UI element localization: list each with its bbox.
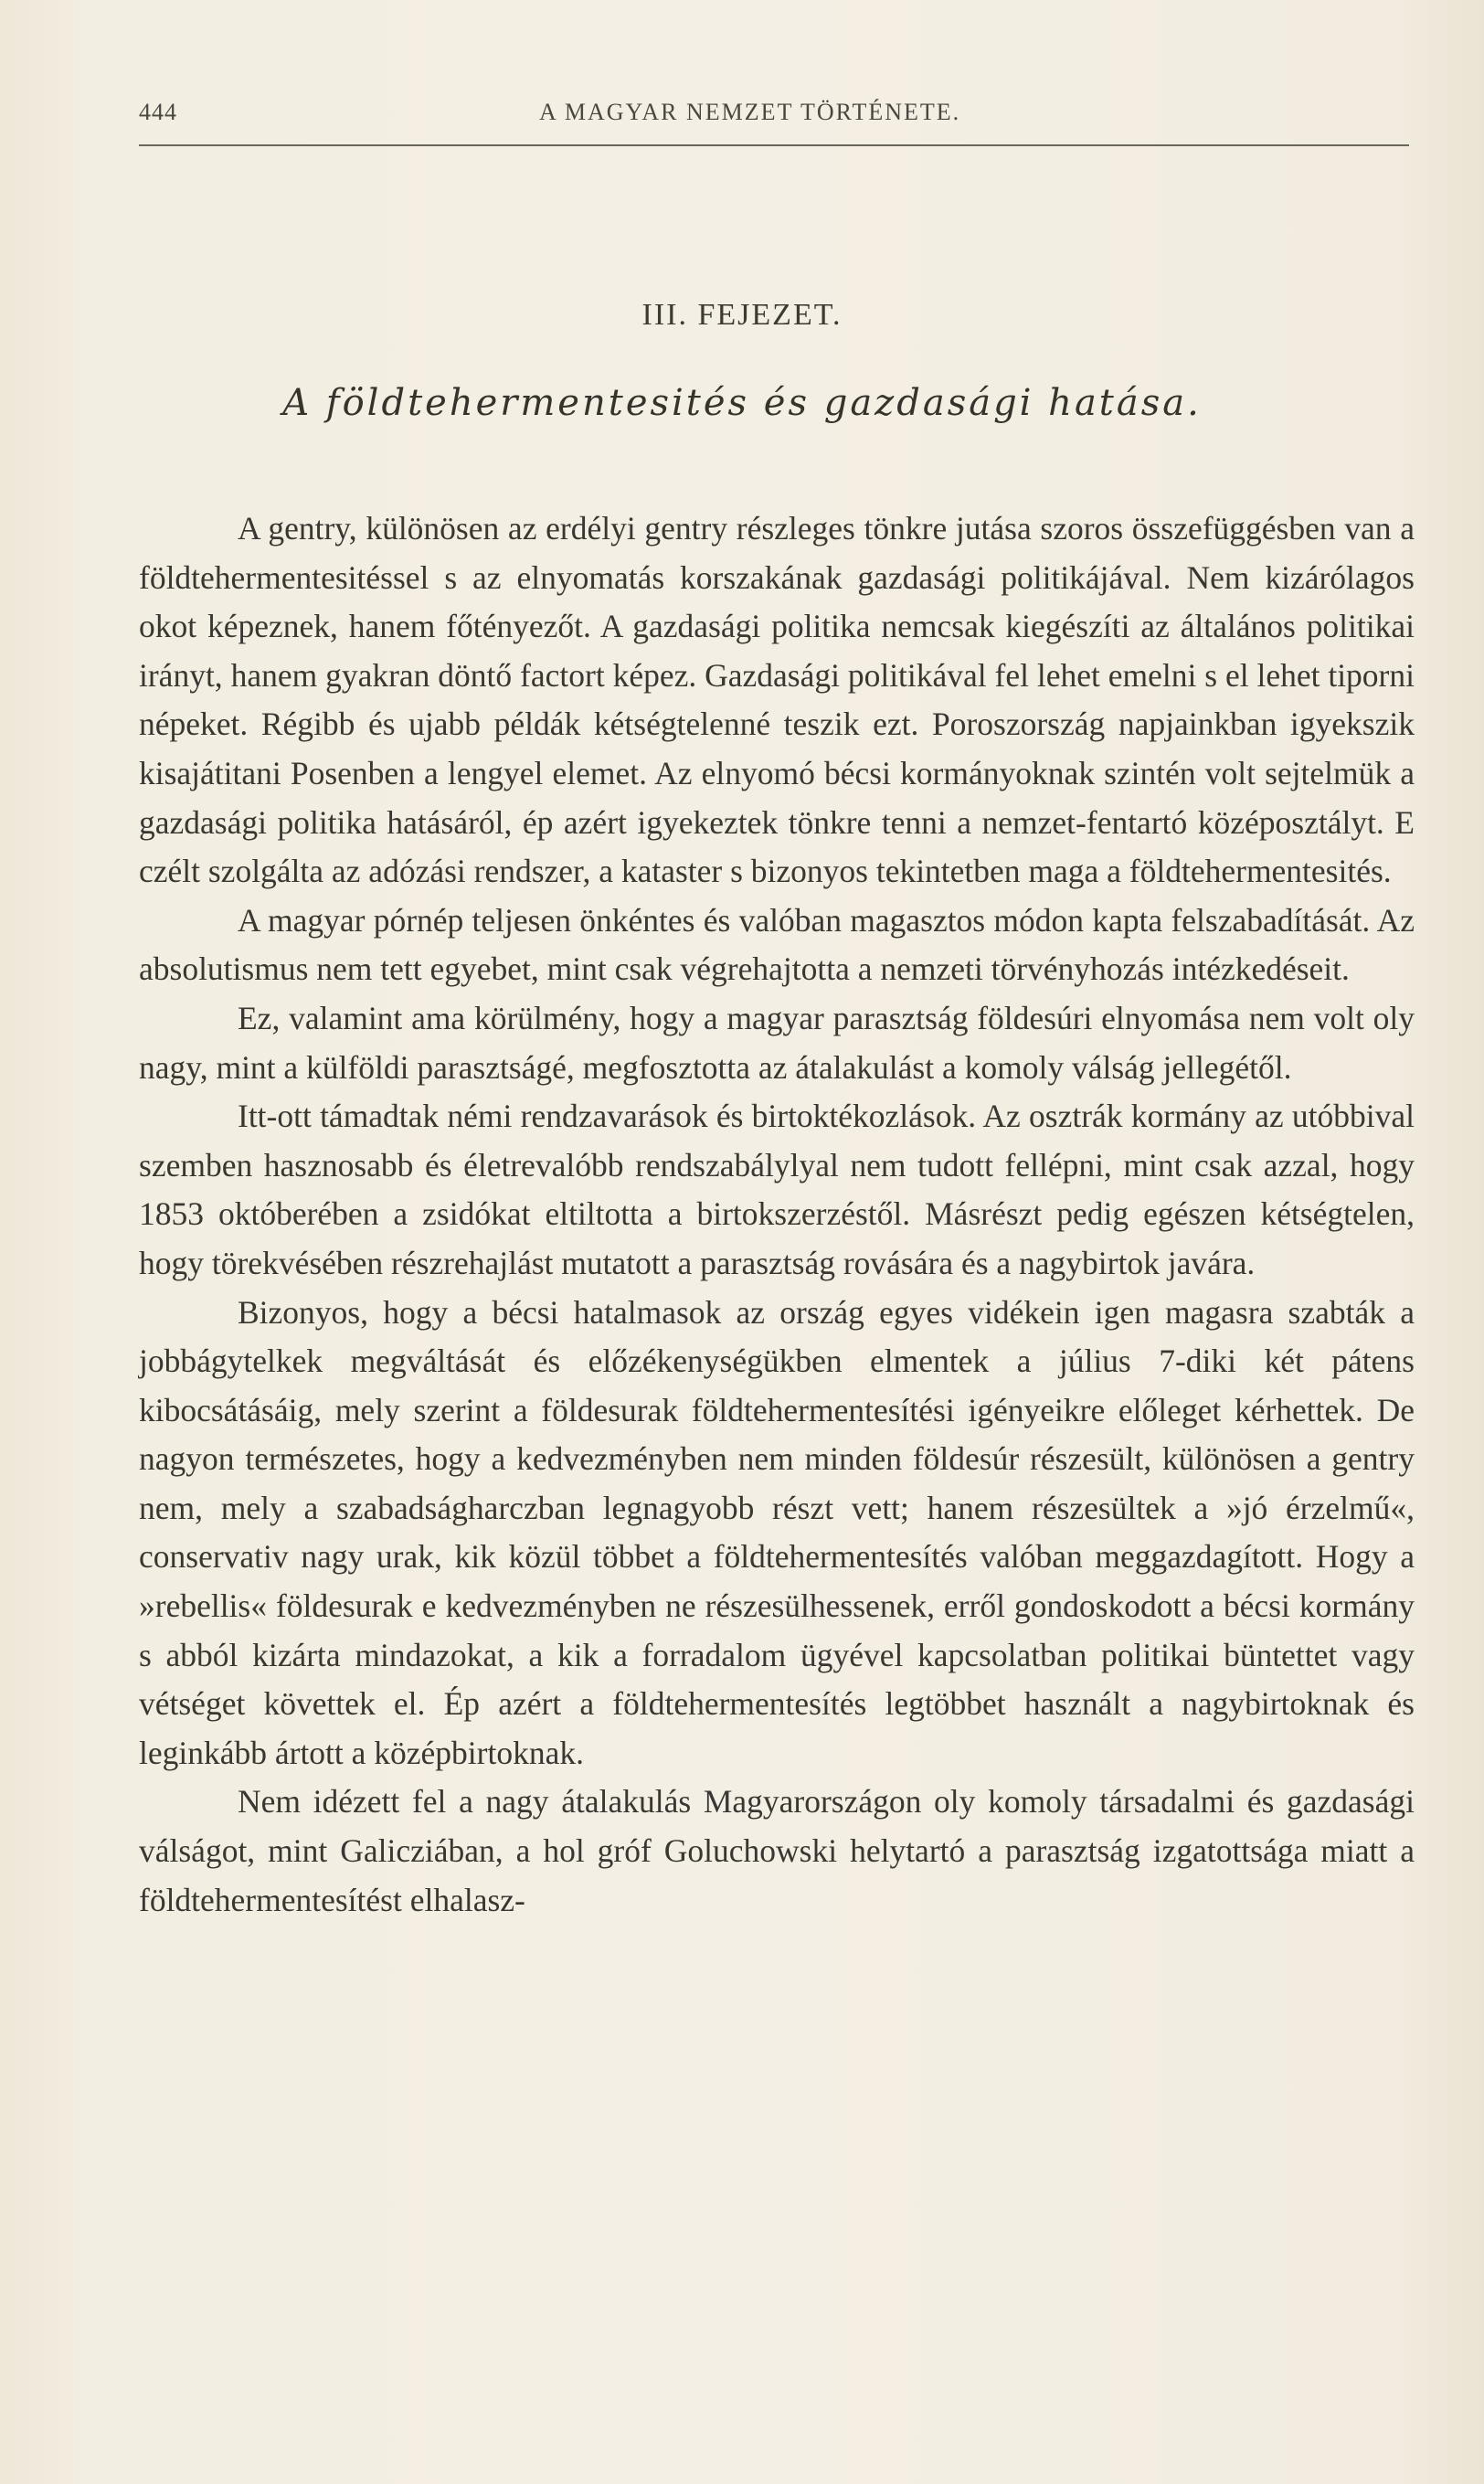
body-text bbox=[139, 504, 1415, 1925]
running-header bbox=[139, 99, 1411, 135]
paragraph: Itt-ott támadtak némi rendzavarások és birtoktékozlások. Az osztrák kormány az utóbbival szemben hasznosabb és életrevalóbb rendszabálylyal nem tudott fellépni, mint csak azzal, hogy 1853 októberében a zsidókat eltiltotta a birtokszerzéstől. Másrészt pedig egészen kétségtelen, hogy törekvésében részrehajlást mutatott a parasztság rovására és a nagybirtok javára. bbox=[139, 1098, 1415, 1281]
header-rule bbox=[139, 144, 1409, 146]
chapter-title: A földtehermentesités és gazdasági hatása. bbox=[282, 382, 1202, 424]
paragraph: A gentry, különösen az erdélyi gentry részleges tönkre jutása szoros összefüggésben van a földtehermentesitéssel s az elnyomatás korszakának gazdasági politikájával. Nem kizárólagos okot képeznek, hanem főtényezőt. A gazdasági politika nemcsak kiegészíti az általános politikai irányt, hanem gyakran döntő factort képez. Gazdasági politikával fel lehet emelni s el lehet tiporni népeket. Régibb és ujabb példák kétségtelenné teszik ezt. Poroszország napjainkban igyekszik kisajátitani Posenben a lengyel elemet. Az elnyomó bécsi kormányoknak szintén volt sejtelmük a gazdasági politika hatásáról, ép azért igyekeztek tönkre tenni a nemzet-fentartó középosztályt. E czélt szolgálta az adózási rendszer, a kataster s bizonyos tekintetben maga a földtehermentesités. bbox=[139, 510, 1415, 890]
running-title: A MAGYAR NEMZET TÖRTÉNETE. bbox=[539, 99, 961, 125]
paragraph: A magyar pórnép teljesen önkéntes és valóban magasztos módon kapta felszabadítását. Az absolutismus nem tett egyebet, mint csak végrehajtotta a nemzeti törvényhozás intézkedéseit. bbox=[139, 901, 1415, 988]
paragraph: Bizonyos, hogy a bécsi hatalmasok az ország egyes vidékein igen magasra szabták a jobbágytelkek megváltását és előzékenységükben elmentek a július 7-diki két pátens kibocsátásáig, mely szerint a földesurak földtehermentesítési igényeikre előleget kérhettek. De nagyon természetes, hogy a kedvezményben nem minden földesúr részesült, különösen a gentry nem, mely a szabadságharczban legnagyobb részt vett; hanem részesültek a »jó érzelmű«, conservativ nagy urak, kik közül többet a földtehermentesítés valóban meggazdagított. Hogy a »rebellis« földesurak e kedvezményben ne részesülhessenek, erről gondoskodott a bécsi kormány s abból kizárta mindazokat, a kik a forradalom ügyével kapcsolatban politikai büntettet vagy vétséget követtek el. Ép azért a földtehermentesítés legtöbbet használt a nagybirtoknak és leginkább ártott a középbirtoknak. bbox=[139, 1293, 1415, 1771]
page-number: 444 bbox=[139, 99, 177, 125]
paragraph: Nem idézett fel a nagy átalakulás Magyarországon oly komoly társadalmi és gazdasági válságot, mint Galicziában, a hol gróf Goluchowski helytartó a parasztság izgatottsága miatt a földtehermentesítést elhalasz- bbox=[139, 1783, 1415, 1918]
chapter-label: III. FEJEZET. bbox=[641, 298, 843, 332]
paragraph: Ez, valamint ama körülmény, hogy a magyar parasztság földesúri elnyomása nem volt oly nagy, mint a külföldi parasztságé, megfosztotta az átalakulást a komoly válság jellegétől. bbox=[139, 999, 1415, 1086]
